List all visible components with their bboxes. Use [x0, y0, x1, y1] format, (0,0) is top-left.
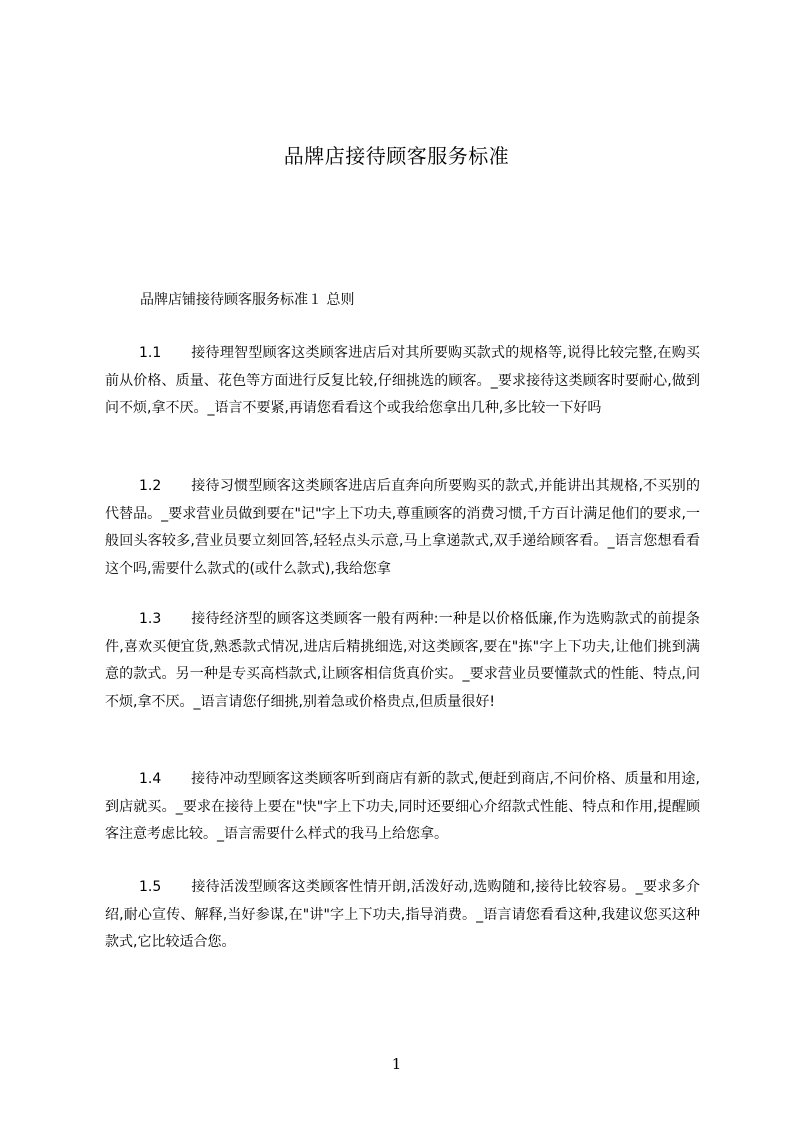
section-text: 接待习惯型顾客这类顾客进店后直奔向所要购买的款式,并能讲出其规格,不买别的代替品。_要求营业员做到要在"记"字上下功夫,尊重顾客的消费习惯,千方百计满足他们的要求,一般回头客较多,营业员要立刻回答,轻轻点头示意,马上拿递款式,双手递给顾客看。_语言您想看看这个吗,需要什么款式的(或什么款式),我给您拿 [105, 478, 700, 577]
section-paragraph [105, 340, 700, 423]
section-paragraph [105, 606, 700, 716]
section-number: 1.3 [139, 611, 162, 627]
section-number: 1.4 [139, 771, 162, 787]
section-text: 接待理智型顾客这类顾客进店后对其所要购买款式的规格等,说得比较完整,在购买前从价格、质量、花色等方面进行反复比较,仔细挑选的顾客。_要求接待这类顾客时要耐心,做到问不烦,拿不厌。_语言不要紧,再请您看看这个或我给您拿出几种,多比较一下好吗 [105, 345, 700, 416]
section-paragraph [105, 473, 700, 583]
page-number: 1 [391, 1055, 402, 1073]
section-paragraph [105, 766, 700, 849]
document-subtitle: 品牌店铺接待顾客服务标准１ 总则 [140, 292, 355, 308]
section-number: 1.5 [139, 879, 162, 895]
section-text: 接待经济型的顾客这类顾客一般有两种:一种是以价格低廉,作为选购款式的前提条件,喜欢买便宜货,熟悉款式情况,进店后精挑细选,对这类顾客,要在"拣"字上下功夫,让他们挑到满意的款式。另一种是专买高档款式,让顾客相信货真价实。_要求营业员要懂款式的性能、特点,问不烦,拿不厌。_语言请您仔细挑,别着急或价格贵点,但质量很好! [105, 611, 700, 710]
section-number: 1.2 [139, 478, 162, 494]
section-text: 接待活泼型顾客这类顾客性情开朗,活泼好动,选购随和,接待比较容易。_要求多介绍,耐心宣传、解释,当好参谋,在"讲"字上下功夫,指导消费。_语言请您看看这种,我建议您买这种款式,它比较适合您。 [105, 879, 700, 950]
section-number: 1.1 [139, 345, 162, 361]
section-paragraph [105, 874, 700, 957]
section-text: 接待冲动型顾客这类顾客听到商店有新的款式,便赶到商店,不问价格、质量和用途,到店就买。_要求在接待上要在"快"字上下功夫,同时还要细心介绍款式性能、特点和作用,提醒顾客注意考虑比较。_语言需要什么样式的我马上给您拿。 [105, 771, 700, 842]
document-title: 品牌店接待顾客服务标准 [283, 144, 510, 168]
